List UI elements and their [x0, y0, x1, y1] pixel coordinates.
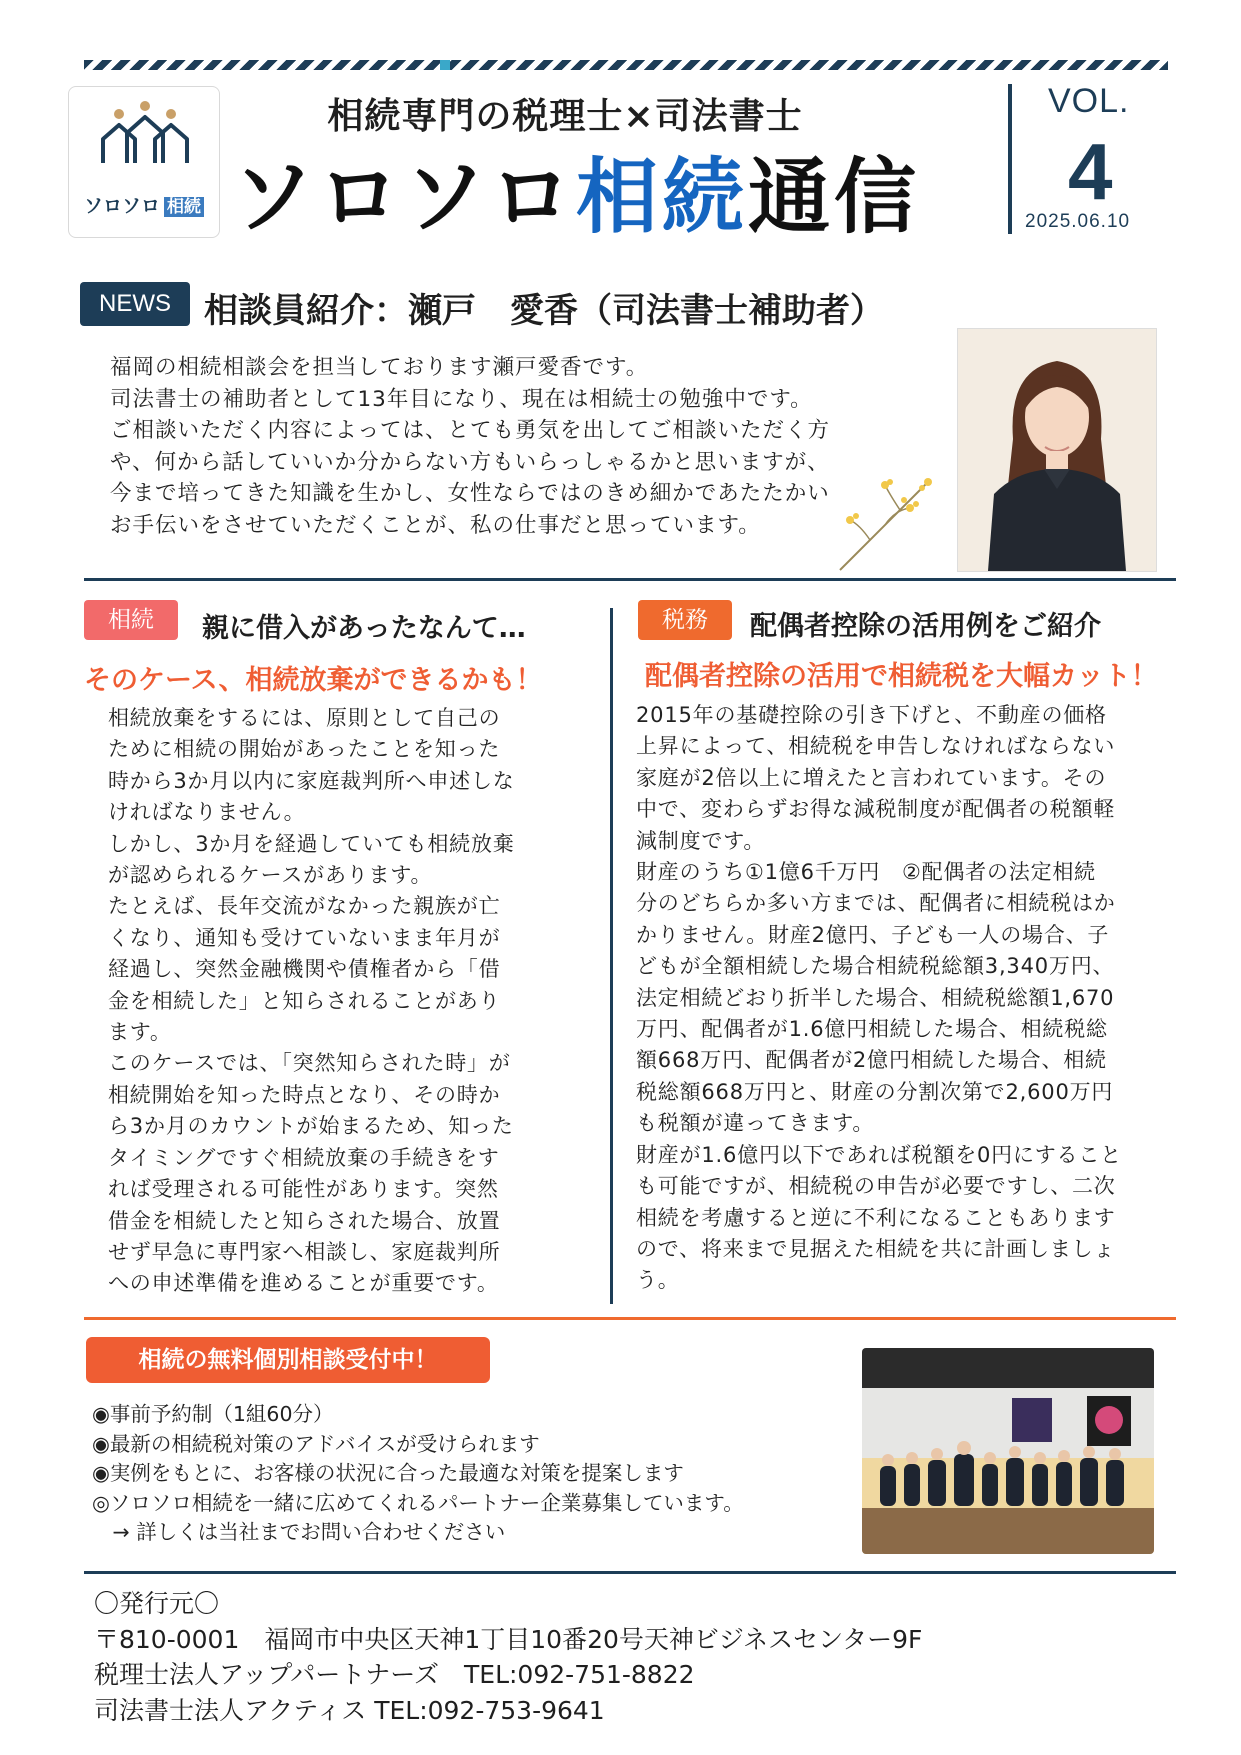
inheritance-subtitle: そのケース、相続放棄ができるかも！ — [84, 665, 543, 696]
news-line: お手伝いをさせていただくことが、私の仕事だと思っています。 — [110, 512, 761, 538]
title-part-3: 通信 — [748, 150, 921, 245]
tax-title: 配偶者控除の活用例をご紹介 — [750, 611, 1101, 642]
body-line: ら3か月のカウントが始まるため、知った — [108, 1114, 514, 1139]
consultation-item: → 詳しくは当社までお問い合わせください — [92, 1520, 506, 1544]
news-badge: NEWS — [80, 282, 190, 326]
header-stripe — [84, 60, 1168, 70]
body-line: う。 — [636, 1268, 680, 1293]
body-line: ために相続の開始があったことを知った — [108, 737, 501, 762]
body-line: 上昇によって、相続税を申告しなければならない — [636, 734, 1116, 759]
consultation-item: ◉事前予約制（1組60分） — [92, 1402, 334, 1426]
news-line: や、何から話していいか分からない方もいらっしゃるかと思いますが、 — [110, 449, 830, 475]
body-line: れば受理される可能性があります。突然 — [108, 1177, 499, 1202]
inheritance-body — [108, 703, 598, 1300]
news-title: 相談員紹介：瀬戸 愛香（司法書士補助者） — [204, 291, 884, 331]
footer-line: 税理士法人アップパートナーズ TEL:092-751-8822 — [94, 1660, 695, 1689]
body-line: しかし、3か月を経過していても相続放棄 — [108, 831, 515, 856]
body-line: も税額が違ってきます。 — [636, 1111, 875, 1136]
body-line: タイミングですぐ相続放棄の手続きをす — [108, 1145, 500, 1170]
body-line: 家庭が2倍以上に増えたと言われています。その — [636, 765, 1107, 790]
volume-label: VOL. — [1048, 82, 1130, 120]
section-divider — [84, 578, 1176, 581]
body-line: 額668万円、配偶者が2億円相続した場合、相続 — [636, 1048, 1107, 1073]
title-part-2: 相続 — [576, 150, 749, 245]
body-line: も可能ですが、相続税の申告が必要ですし、二次 — [636, 1174, 1116, 1199]
issue-date: 2025.06.10 — [1025, 211, 1131, 232]
news-body — [110, 352, 950, 541]
consultation-item: ◉実例をもとに、お客様の状況に合った最適な対策を提案します — [92, 1461, 684, 1485]
consultation-badge: 相続の無料個別相談受付中！ — [86, 1337, 490, 1383]
title-part-1: ソロソロ — [232, 150, 577, 245]
logo-main-text: ソロソロ — [83, 195, 160, 217]
header-stripe-accent — [440, 60, 450, 70]
tax-tag: 税務 — [638, 600, 732, 640]
newsletter-title — [232, 132, 1002, 249]
body-line: かりません。財産2億円、子ども一人の場合、子 — [636, 922, 1110, 947]
publisher-info — [94, 1586, 922, 1728]
news-line: 今まで培ってきた知識を生かし、女性ならではのきめ細かであたたかい — [110, 481, 830, 506]
body-line: 相続開始を知った時点となり、その時か — [108, 1082, 501, 1107]
body-line: たとえば、長年交流がなかった親族が亡 — [108, 894, 501, 919]
newsletter-subtitle: 相続専門の税理士×司法書士 — [327, 96, 803, 137]
column-divider — [610, 608, 613, 1304]
body-line: どもが全額相続した場合相続税総額3,340万円、 — [636, 954, 1115, 979]
news-line: 司法書士の補助者として13年目になり、現在は相続士の勉強中です。 — [110, 386, 813, 412]
news-line: 福岡の相続相談会を担当しております瀬戸愛香です。 — [110, 355, 649, 380]
tax-body — [636, 700, 1176, 1297]
footer-divider — [84, 1571, 1176, 1574]
body-line: ます。 — [108, 1020, 172, 1045]
body-line: 財産が1.6億円以下であれば税額を0円にすること — [636, 1142, 1122, 1167]
staff-portrait-illustration — [958, 329, 1156, 571]
body-line: 税総額668万円と、財産の分割次第で2,600万円 — [636, 1079, 1114, 1104]
team-photo — [862, 1348, 1154, 1554]
inheritance-title: 親に借入があったなんて… — [202, 613, 526, 644]
body-line: 中で、変わらずお得な減税制度が配偶者の税額軽 — [636, 797, 1116, 822]
news-line: ご相談いただく内容によっては、とても勇気を出してご相談いただく方 — [110, 418, 831, 443]
body-line: 減制度です。 — [636, 828, 766, 853]
body-line: 相続を考慮すると逆に不利になることもあります — [636, 1205, 1116, 1230]
tax-subtitle: 配偶者控除の活用で相続税を大幅カット！ — [645, 661, 1158, 692]
body-line: 金を相続した」と知らされることがあり — [108, 988, 501, 1013]
body-line: への申述準備を進めることが重要です。 — [108, 1271, 499, 1296]
body-line: 時から3か月以内に家庭裁判所へ申述しな — [108, 768, 515, 793]
volume-number: 4 — [1068, 127, 1113, 216]
body-line: せず早急に専門家へ相談し、家庭裁判所 — [108, 1239, 501, 1264]
body-line: 相続放棄をするには、原則として自己の — [108, 706, 501, 730]
body-line: 万円、配偶者が1.6億円相続した場合、相続税総 — [636, 1017, 1108, 1042]
body-line: 法定相続どおり折半した場合、相続税総額1,670 — [636, 985, 1115, 1010]
body-line: 財産のうち①1億6千万円 ②配偶者の法定相続 — [636, 860, 1096, 885]
body-line: このケースでは、「突然知らされた時」が — [108, 1051, 511, 1076]
body-line: が認められるケースがあります。 — [108, 863, 433, 888]
body-line: くなり、通知も受けていないまま年月が — [108, 925, 501, 950]
logo-text — [77, 191, 211, 218]
body-line: 2015年の基礎控除の引き下げと、不動産の価格 — [636, 703, 1107, 727]
mimosa-sprig-icon — [830, 470, 940, 580]
team-photo-illustration — [862, 1348, 1154, 1554]
footer-line: 〇発行元〇 — [94, 1589, 220, 1618]
body-line: 借金を相続したと知らされた場合、放置 — [108, 1208, 501, 1233]
staff-portrait — [957, 328, 1157, 572]
consultation-item: ◉最新の相続税対策のアドバイスが受けられます — [92, 1431, 540, 1456]
logo — [68, 86, 220, 238]
consultation-item: ◎ソロソロ相続を一緒に広めてくれるパートナー企業募集しています。 — [92, 1490, 744, 1515]
body-line: 分のどちらか多い方までは、配偶者に相続税はか — [636, 891, 1116, 916]
consultation-divider — [84, 1317, 1176, 1320]
logo-accent-text: 相続 — [164, 197, 204, 217]
consultation-list — [92, 1400, 744, 1548]
body-line: 経過し、突然金融機関や債権者から「借 — [108, 957, 501, 982]
footer-line: 〒810-0001 福岡市中央区天神1丁目10番20号天神ビジネスセンター9F — [94, 1624, 923, 1654]
logo-houses-icon — [69, 87, 219, 187]
body-line: ければなりません。 — [108, 800, 306, 825]
inheritance-tag: 相続 — [84, 600, 178, 640]
header-divider — [1008, 84, 1012, 234]
footer-line: 司法書士法人アクティス TEL:092-753-9641 — [94, 1695, 605, 1725]
body-line: ので、将来まで見据えた相続を共に計画しましょ — [636, 1236, 1116, 1261]
